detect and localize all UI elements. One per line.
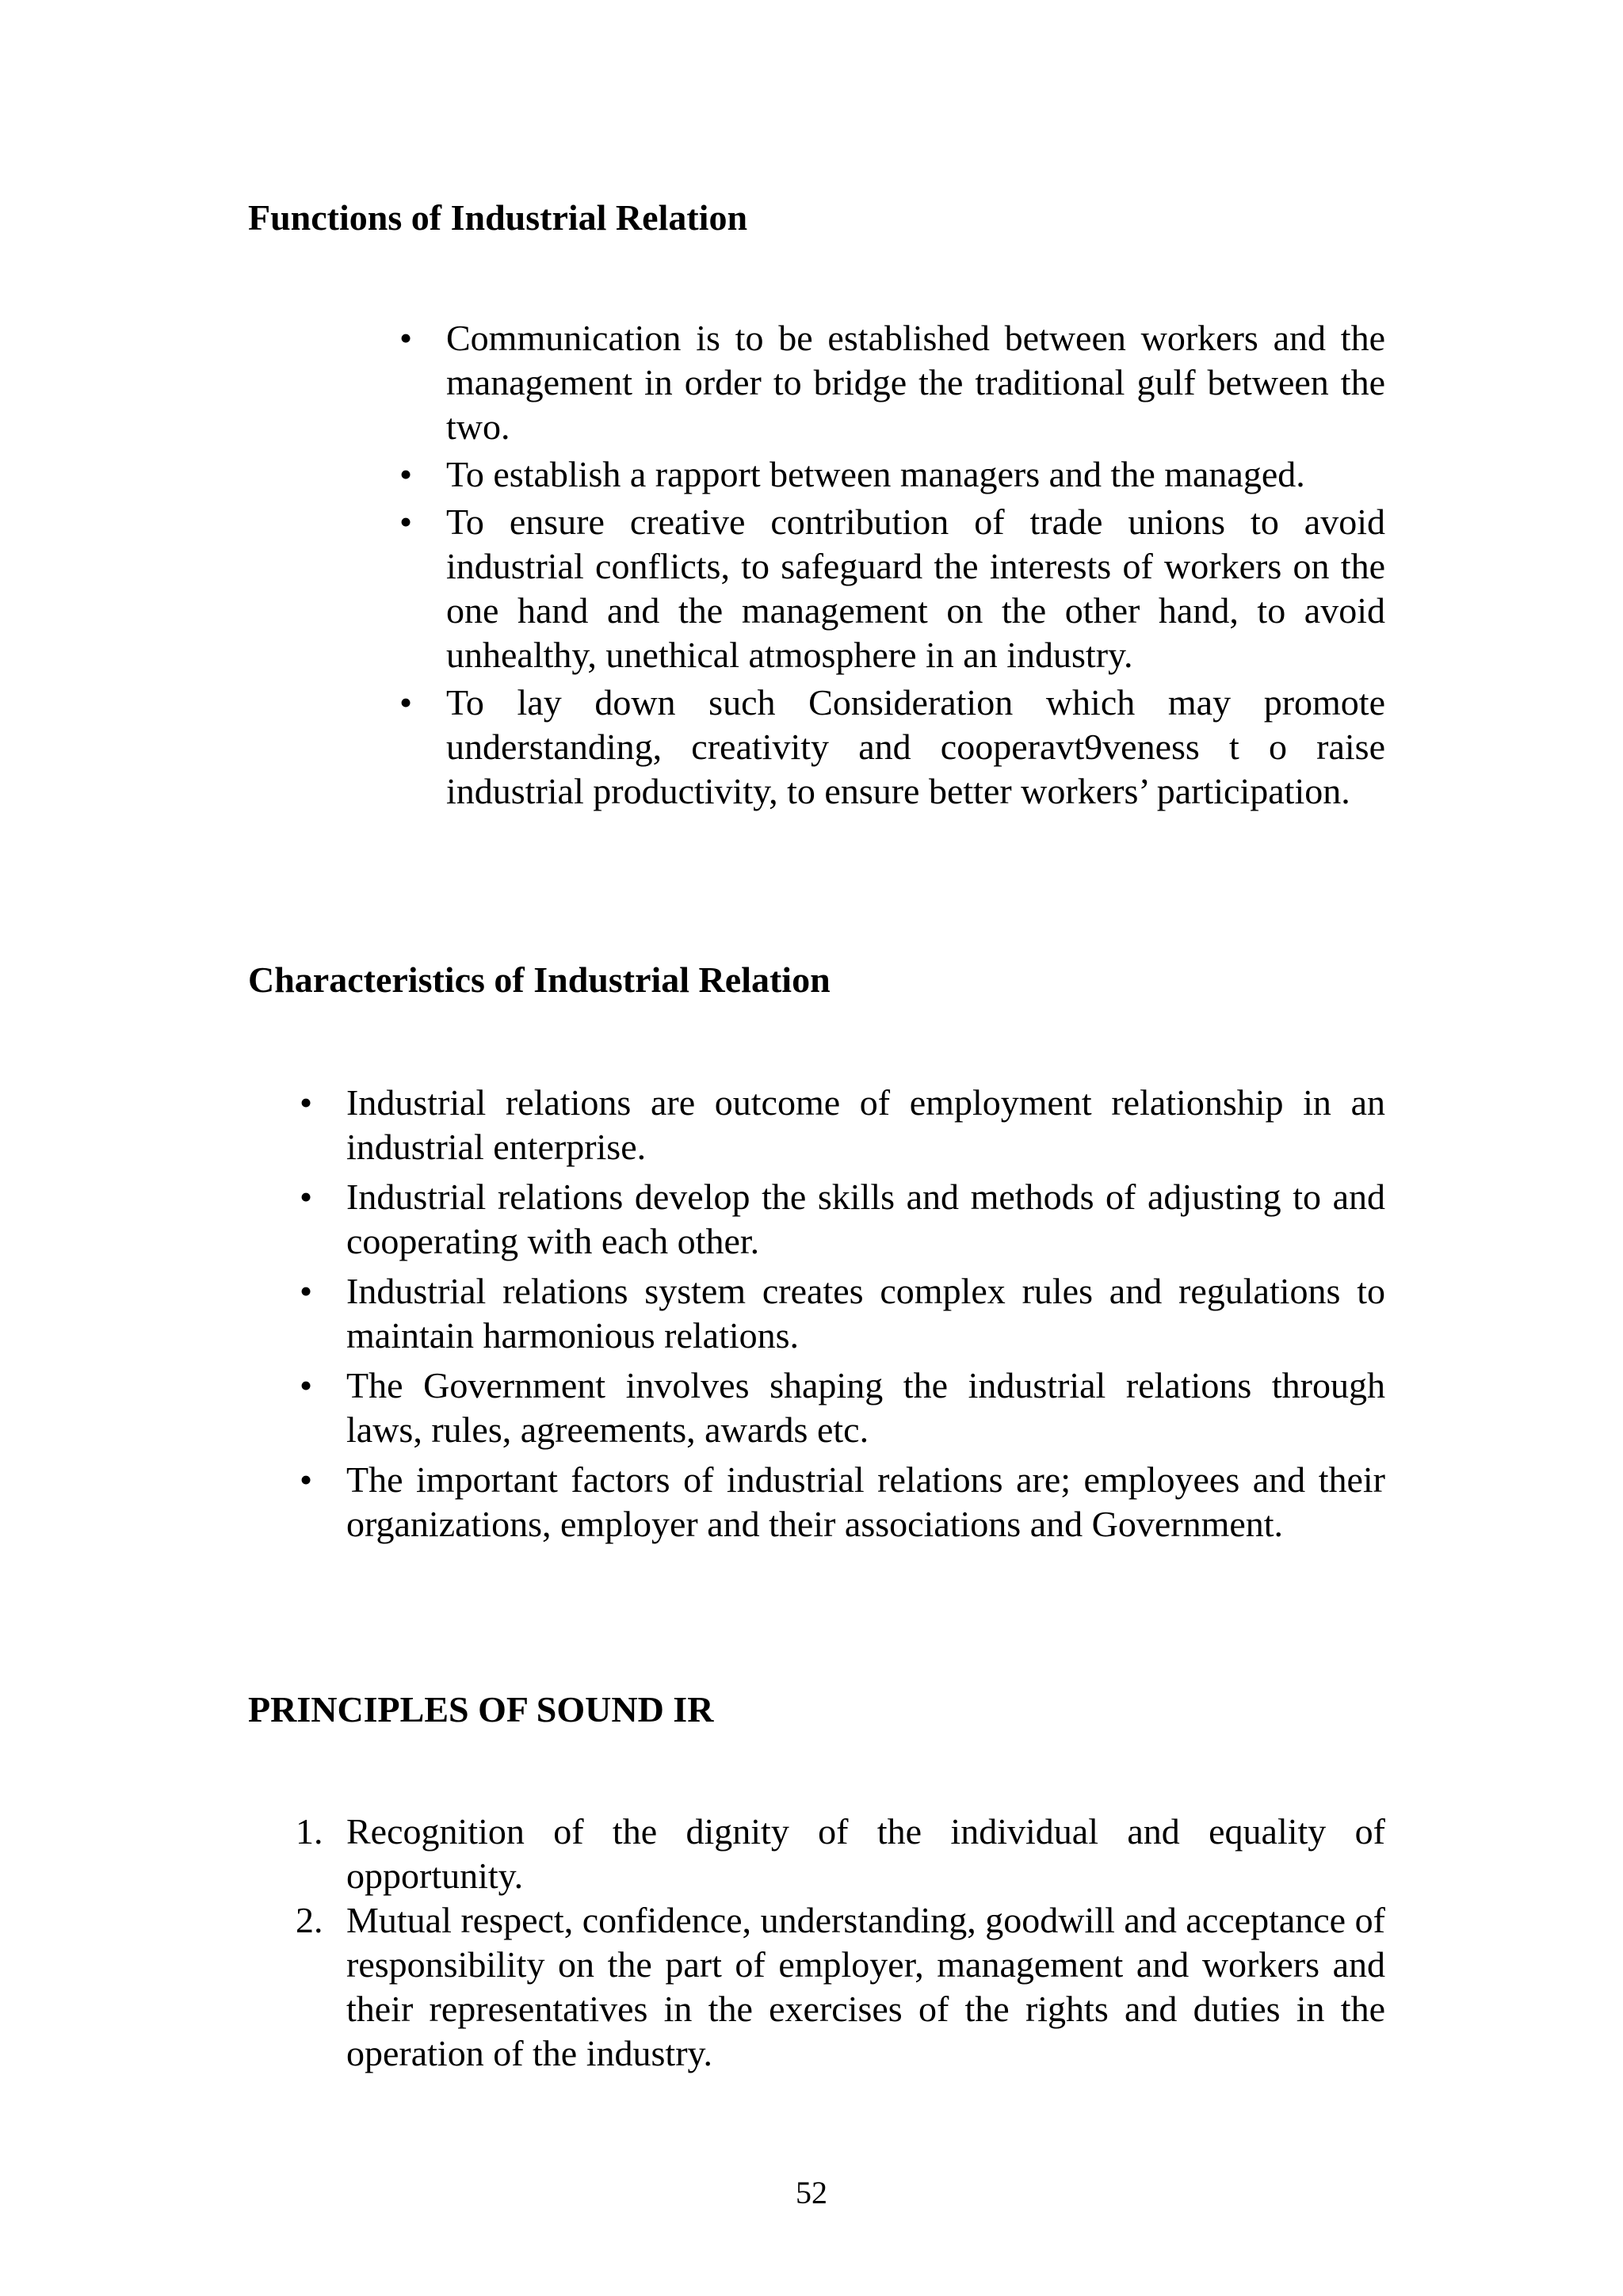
list-item-text: The Government involves shaping the industrial relations through laws, rules, agreements, awards etc. bbox=[346, 1365, 1385, 1450]
list-number: 1. bbox=[296, 1811, 323, 1852]
characteristics-heading: Characteristics of Industrial Relation bbox=[248, 959, 831, 1000]
list-item bbox=[299, 1458, 1385, 1547]
list-item-text: To ensure creative contribution of trade unions to avoid industrial conflicts, to safeguard the interests of workers on the one hand and the management on the other hand, to avoid unhealthy, unethical atmosphere in an industry. bbox=[446, 502, 1385, 675]
list-item-text: Communication is to be established between workers and the management in order to bridge the traditional gulf between the two. bbox=[446, 318, 1385, 447]
list-item bbox=[399, 316, 1385, 449]
bullet-marker: • bbox=[399, 318, 413, 358]
bullet-marker: • bbox=[299, 1271, 313, 1311]
list-item bbox=[299, 1269, 1385, 1358]
bullet-marker: • bbox=[399, 502, 413, 542]
list-number: 2. bbox=[296, 1900, 323, 1940]
functions-list bbox=[399, 316, 1385, 817]
list-item-text: To lay down such Consideration which may promote understanding, creativity and cooperavt9veness t o raise industrial productivity, to ensure better workers’ participation. bbox=[446, 682, 1385, 811]
functions-heading: Functions of Industrial Relation bbox=[248, 197, 748, 238]
list-item bbox=[399, 500, 1385, 677]
principles-list bbox=[296, 1810, 1385, 2076]
list-item-text: Industrial relations are outcome of employment relationship in an industrial enterprise. bbox=[346, 1082, 1385, 1167]
list-item-text: The important factors of industrial relations are; employees and their organizations, employer and their associations and Government. bbox=[346, 1459, 1385, 1544]
bullet-marker: • bbox=[299, 1177, 313, 1217]
page-number: 52 bbox=[796, 2175, 827, 2210]
list-item bbox=[299, 1175, 1385, 1264]
principles-heading: PRINCIPLES OF SOUND IR bbox=[248, 1689, 714, 1730]
list-item bbox=[399, 452, 1385, 497]
list-item-text: Industrial relations develop the skills and methods of adjusting to and cooperating with each other. bbox=[346, 1177, 1385, 1261]
characteristics-list bbox=[299, 1081, 1385, 1552]
bullet-marker: • bbox=[299, 1459, 313, 1500]
list-item-text: To establish a rapport between managers and the managed. bbox=[446, 454, 1305, 494]
bullet-marker: • bbox=[299, 1082, 313, 1123]
list-item bbox=[296, 1898, 1385, 2076]
list-item-text: Recognition of the dignity of the individual and equality of opportunity. bbox=[346, 1811, 1385, 1896]
bullet-marker: • bbox=[399, 454, 413, 494]
list-item bbox=[296, 1810, 1385, 1898]
list-item-text: Mutual respect, confidence, understanding, goodwill and acceptance of responsibility on the part of employer, management and workers and their representatives in the exercises of the rights and duties in the operation of the industry. bbox=[346, 1900, 1385, 2073]
list-item bbox=[399, 681, 1385, 814]
list-item bbox=[299, 1363, 1385, 1452]
bullet-marker: • bbox=[399, 682, 413, 723]
bullet-marker: • bbox=[299, 1365, 313, 1405]
list-item-text: Industrial relations system creates complex rules and regulations to maintain harmonious relations. bbox=[346, 1271, 1385, 1356]
list-item bbox=[299, 1081, 1385, 1169]
